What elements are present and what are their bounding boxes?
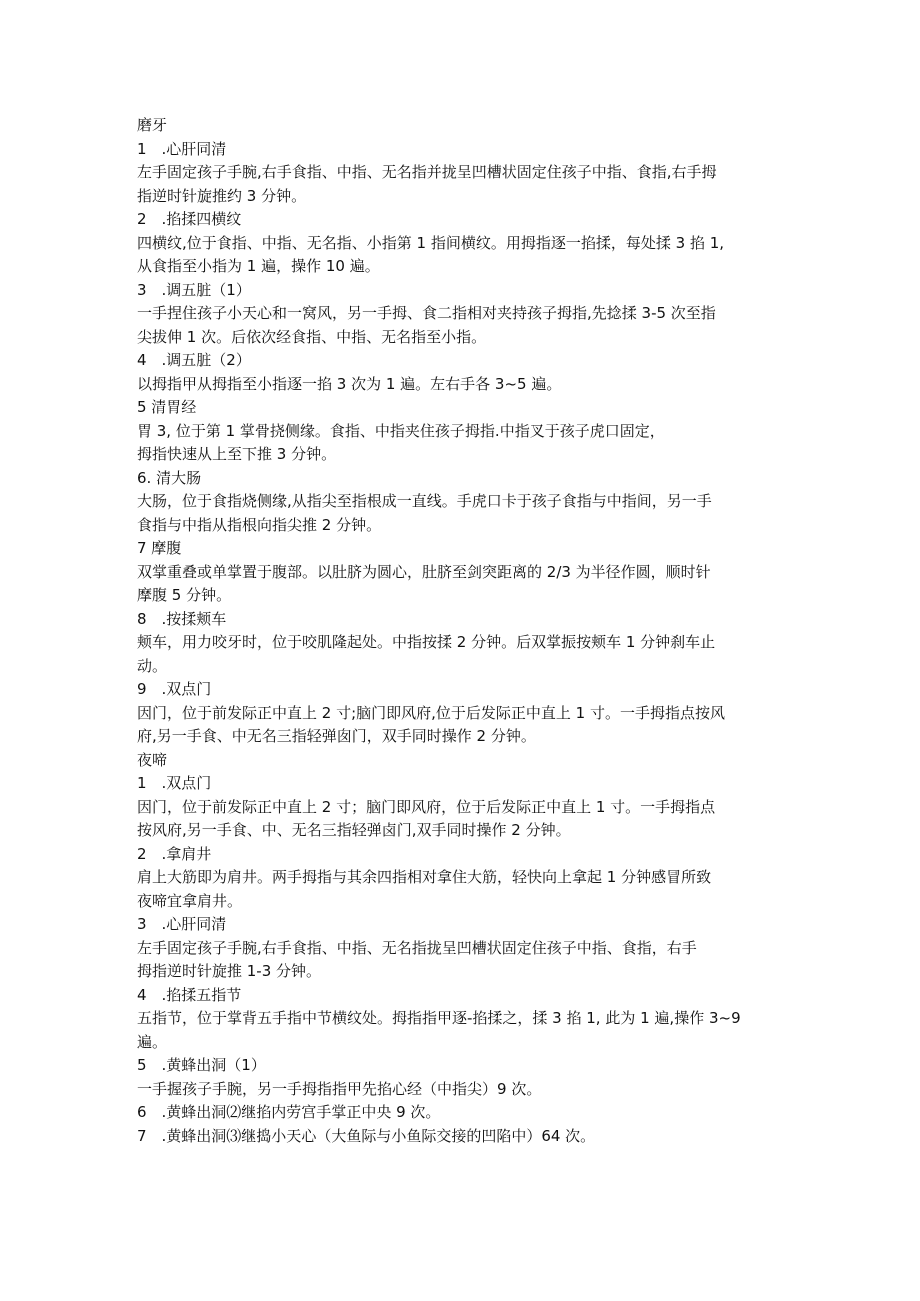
body-text-line: 双掌重叠或单掌置于腹部。以肚脐为圆心，肚脐至剑突距离的 2/3 为半径作圆，顺时针 xyxy=(137,562,711,581)
body-text-line: 大肠，位于食指烧侧缘,从指尖至指根成一直线。手虎口卡于孩子食指与中指间，另一手 xyxy=(137,492,712,510)
step-title: 2 .掐揉四横纹 xyxy=(137,210,242,228)
body-text-line: 四横纹,位于食指、中指、无名指、小指第 1 指间横纹。用拇指逐一掐揉，每处揉 3 掐 1, xyxy=(137,233,725,252)
step-title: 3 .心肝同清 xyxy=(137,915,227,933)
body-text-line: 遍。 xyxy=(137,1032,168,1051)
step-title: 1 .双点门 xyxy=(137,774,212,792)
body-text-line: 颊车，用力咬牙时，位于咬肌隆起处。中指按揉 2 分钟。后双掌振按颊车 1 分钟刹车止 xyxy=(137,633,716,651)
document-body xyxy=(137,114,787,1148)
step-title: 9 .双点门 xyxy=(137,680,212,698)
body-text-line: 从食指至小指为 1 遍，操作 10 遍。 xyxy=(137,257,380,275)
body-text-line: 一手捏住孩子小天心和一窝风，另一手拇、食二指相对夹持孩子拇指,先捻揉 3-5 次至指 xyxy=(137,304,716,322)
body-text-line: 因门，位于前发际正中直上 2 寸;脑门即风府,位于后发际正中直上 1 寸。一手拇指点按风 xyxy=(137,703,725,722)
body-text-line: 食指与中指从指根向指尖推 2 分钟。 xyxy=(137,515,382,534)
body-text-line: 拇指逆时针旋推 1-3 分钟。 xyxy=(137,962,322,980)
step-title: 5 .黄蜂出洞（1） xyxy=(137,1056,266,1074)
step-title: 8 .按揉颊车 xyxy=(137,609,227,628)
body-text-line: 动。 xyxy=(137,656,168,675)
step-title: 4 .掐揉五指节 xyxy=(137,985,242,1004)
step-title: 5 清胃经 xyxy=(137,398,197,416)
body-text-line: 摩腹 5 分钟。 xyxy=(137,586,232,604)
body-text-line: 以拇指甲从拇指至小指逐一掐 3 次为 1 遍。左右手各 3~5 遍。 xyxy=(137,374,562,393)
body-text-line: 按风府,另一手食、中、无名三指轻弹卤门,双手同时操作 2 分钟。 xyxy=(137,821,571,839)
body-text-line: 拇指快速从上至下推 3 分钟。 xyxy=(137,445,337,463)
body-text-line: 肩上大筋即为肩井。两手拇指与其余四指相对拿住大筋，轻快向上拿起 1 分钟感冒所致 xyxy=(137,868,712,886)
step-title: 4 .调五脏（2） xyxy=(137,351,251,369)
step-title: 1 .心肝同清 xyxy=(137,139,227,158)
body-text-line: 胃 3, 位于第 1 掌骨挠侧缘。食指、中指夹住孩子拇指.中指叉于孩子虎口固定， xyxy=(137,421,665,440)
body-text-line: 一手握孩子手腕，另一手拇指指甲先掐心经（中指尖）9 次。 xyxy=(137,1079,542,1098)
body-text-line: 尖拔伸 1 次。后依次经食指、中指、无名指至小指。 xyxy=(137,327,487,346)
step-title: 6 .黄蜂出洞⑵继掐内劳宫手掌正中央 9 次。 xyxy=(137,1103,441,1121)
step-title: 3 .调五脏（1） xyxy=(137,280,251,299)
body-text-line: 左手固定孩子手腕,右手食指、中指、无名指拢呈凹槽状固定住孩子中指、食指，右手 xyxy=(137,938,697,957)
section-heading: 磨牙 xyxy=(137,116,168,134)
step-title: 7 .黄蜂出洞⑶继捣小天心（大鱼际与小鱼际交接的凹陷中）64 次。 xyxy=(137,1126,596,1145)
step-title: 7 摩腹 xyxy=(137,539,182,557)
body-text-line: 左手固定孩子手腕,右手食指、中指、无名指并拢呈凹槽状固定住孩子中指、食指,右手拇 xyxy=(137,163,717,181)
step-title: 2 .拿肩井 xyxy=(137,844,212,863)
body-text-line: 五指节，位于掌背五手指中节横纹处。拇指指甲逐-掐揉之，揉 3 掐 1, 此为 1 遍,操作 3~9 xyxy=(137,1009,741,1027)
body-text-line: 府,另一手食、中无名三指轻弹囱门，双手同时操作 2 分钟。 xyxy=(137,727,536,745)
body-text-line: 夜啼宜拿肩井。 xyxy=(137,891,243,910)
body-text-line: 指逆时针旋推约 3 分钟。 xyxy=(137,186,307,205)
section-heading: 夜啼 xyxy=(137,750,168,769)
body-text-line: 因门，位于前发际正中直上 2 寸；脑门即风府，位于后发际正中直上 1 寸。一手拇指点 xyxy=(137,797,716,816)
step-title: 6. 清大肠 xyxy=(137,468,202,487)
